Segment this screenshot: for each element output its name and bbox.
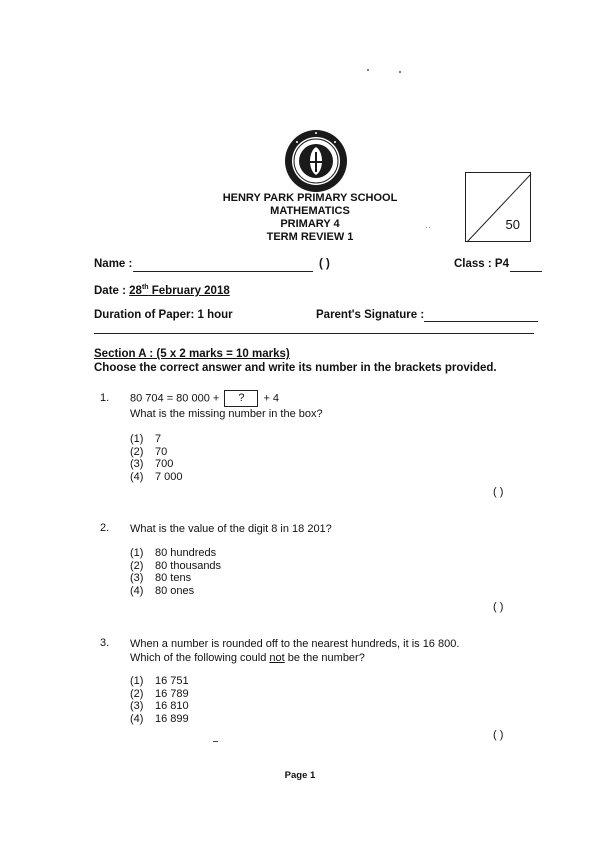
option (130, 547, 221, 560)
scan-speck (213, 741, 218, 742)
option-number: (3) (130, 700, 144, 713)
option-value: 80 tens (155, 572, 192, 585)
date-day: 28 (129, 284, 142, 297)
option-number: (2) (130, 445, 144, 458)
question-3-line-2 (130, 651, 459, 665)
option-value: 16 899 (155, 713, 189, 726)
question-1-options (130, 433, 183, 484)
question-1-equation (130, 390, 279, 407)
scan-speck: ·· (425, 222, 431, 232)
option-value: 7 (155, 433, 162, 445)
option (130, 585, 221, 598)
option (130, 433, 183, 446)
section-title: Section A : (5 x 2 marks = 10 marks) (94, 348, 290, 360)
question-1-text: What is the missing number in the box? (130, 408, 323, 420)
option (130, 560, 221, 573)
option-number: (4) (130, 713, 144, 726)
option (130, 688, 189, 701)
option (130, 700, 189, 713)
option-number: (1) (130, 675, 144, 687)
option-value: 7 000 (155, 471, 183, 484)
date-value (129, 285, 230, 297)
question-2-text: What is the value of the digit 8 in 18 201? (130, 523, 332, 535)
question-1-number: 1. (100, 392, 110, 404)
scan-speck (399, 71, 401, 73)
question-2-number: 2. (100, 522, 110, 534)
name-field[interactable] (133, 271, 313, 272)
option-number: (1) (130, 433, 144, 445)
parent-signature-field[interactable] (424, 321, 538, 322)
option (130, 675, 189, 688)
section-instruction: Choose the correct answer and write its number in the brackets provided. (94, 362, 497, 374)
option (130, 713, 189, 726)
total-marks: 50 (505, 217, 520, 232)
subject-title: MATHEMATICS (270, 205, 350, 217)
score-box (465, 172, 531, 242)
option (130, 471, 183, 484)
class-field[interactable] (510, 271, 542, 272)
option-number: (4) (130, 471, 144, 484)
name-label: Name : (94, 258, 133, 270)
question-1-answer-brackets[interactable]: ( ) (493, 486, 504, 498)
option-number: (4) (130, 585, 144, 598)
class-label: Class : P4 (454, 258, 509, 270)
q3-line2-pre: Which of the following could (130, 652, 270, 664)
option-number: (1) (130, 547, 144, 559)
question-3-options (130, 675, 189, 726)
parent-signature-label: Parent's Signature : (316, 309, 425, 321)
q3-line2-emphasis: not (269, 652, 285, 664)
option (130, 572, 221, 585)
scan-speck (367, 69, 369, 71)
option-number: (3) (130, 572, 144, 585)
register-number-brackets: ( ) (319, 258, 330, 270)
page-number: Page 1 (284, 770, 316, 781)
date-rest: February 2018 (148, 284, 230, 297)
equation-right: + 4 (263, 392, 280, 405)
option-number: (2) (130, 559, 144, 572)
school-crest-logo (283, 128, 349, 194)
option (130, 446, 183, 459)
question-2-answer-brackets[interactable]: ( ) (493, 601, 504, 613)
option-value: 80 hundreds (155, 547, 217, 559)
date-suffix: th (141, 284, 149, 291)
option-number: (3) (130, 458, 144, 471)
option-value: 80 ones (155, 585, 195, 598)
option (130, 458, 183, 471)
date-label: Date : (94, 284, 126, 297)
question-3-text (130, 637, 459, 665)
exam-title: TERM REVIEW 1 (266, 231, 354, 243)
question-3-number: 3. (100, 637, 110, 649)
option-value: 700 (155, 458, 174, 471)
question-2-options (130, 547, 221, 598)
duration-text: Duration of Paper: 1 hour (94, 309, 233, 321)
score-box-diagonal (466, 173, 532, 243)
option-value: 16 751 (155, 675, 189, 687)
option-value: 80 thousands (155, 559, 222, 572)
option-value: 70 (155, 445, 168, 458)
q3-line2-post: be the number? (284, 652, 365, 664)
level-title: PRIMARY 4 (280, 218, 340, 230)
date-row (94, 284, 230, 297)
equation-left: 80 704 = 80 000 + (130, 392, 220, 405)
header-divider (94, 333, 534, 334)
option-value: 16 810 (155, 700, 189, 713)
question-3-line-1: When a number is rounded off to the nearest hundreds, it is 16 800. (130, 638, 460, 650)
option-number: (2) (130, 687, 144, 700)
missing-number-box: ? (224, 390, 258, 407)
question-3-answer-brackets[interactable]: ( ) (493, 729, 504, 741)
option-value: 16 789 (155, 687, 189, 700)
school-name: HENRY PARK PRIMARY SCHOOL (222, 192, 398, 204)
